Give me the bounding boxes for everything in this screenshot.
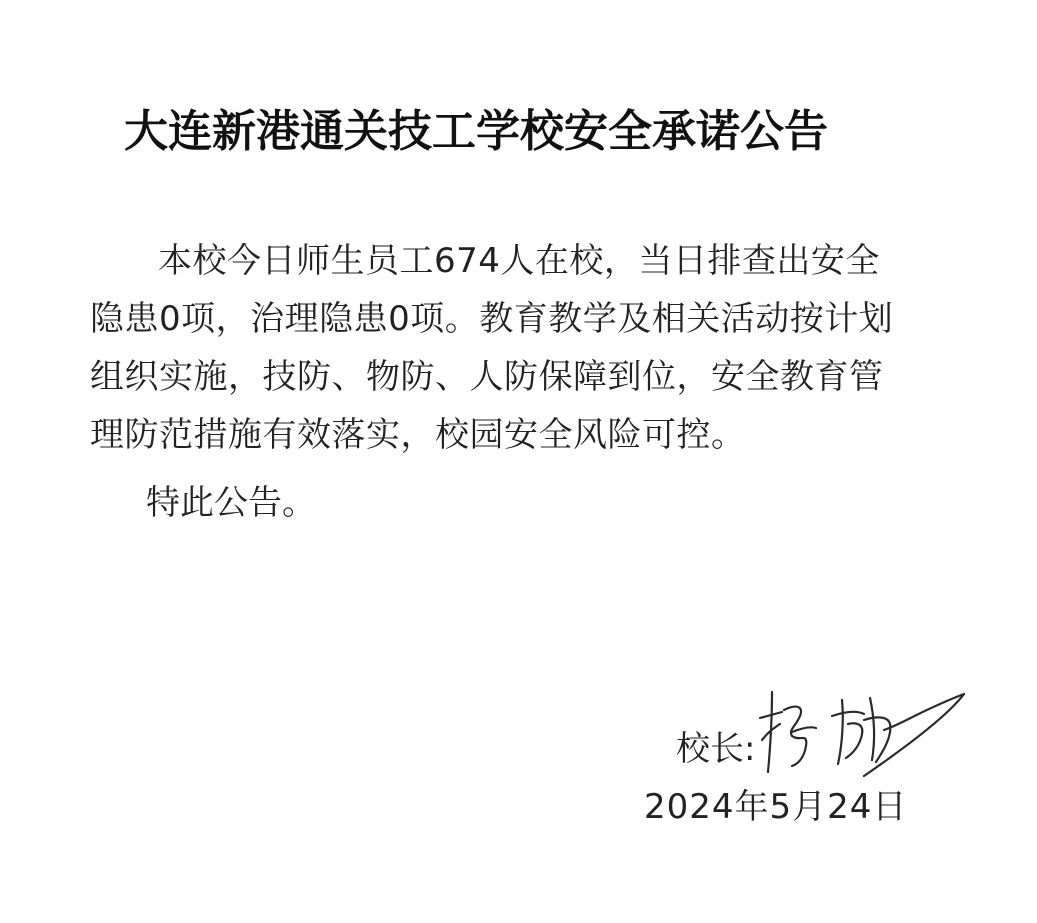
principal-label: 校长:	[676, 729, 756, 769]
announcement-date: 2024年5月24日	[644, 787, 908, 827]
body-paragraph: 本校今日师生员工674人在校，当日排查出安全隐患0项，治理隐患0项。教育教学及相关活动按计划组织实施，技防、物防、人防保障到位，安全教育管理防范措施有效落实，校园安全风险可控。	[90, 241, 894, 455]
announcement-body	[90, 232, 902, 464]
closing-statement: 特此公告。	[146, 483, 316, 523]
announcement-title: 大连新港通关技工学校安全承诺公告	[124, 106, 828, 157]
principal-signature	[752, 680, 972, 780]
